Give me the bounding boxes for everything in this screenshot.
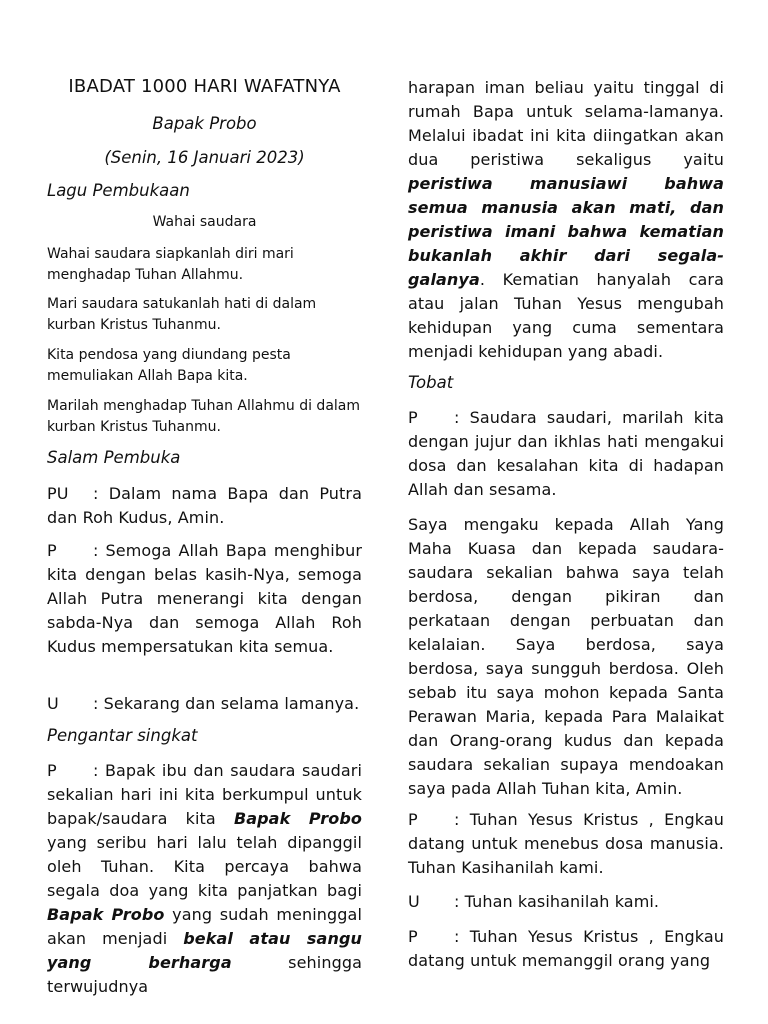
repentance-p-text: : Saudara saudari, marilah kita dengan jujur dan ikhlas hati mengakui dosa dan kesalahan kita di hadapan Allah dan sesama. xyxy=(408,408,724,499)
intro-text: : Bapak ibu dan saudara saudari sekalian hari ini kita berkumpul untuk bapak/saudara kita xyxy=(47,761,362,828)
heading-greeting: Salam Pembuka xyxy=(47,448,181,467)
song-verse: Mari saudara satukanlah hati di dalam kurban Kristus Tuhanmu. xyxy=(47,296,317,333)
greeting-pu xyxy=(47,482,362,530)
emphasis-text: peristiwa manusiawi bahwa semua manusia akan mati, dan peristiwa imani bahwa kematian bukanlah akhir dari segala-galanya xyxy=(408,174,724,289)
speaker-label: U xyxy=(47,694,59,713)
song-verse: Marilah menghadap Tuhan Allahmu di dalam kurban Kristus Tuhanmu. xyxy=(47,398,361,435)
intro-text: yang seribu hari lalu telah dipanggil oleh Tuhan. Kita percaya bahwa segala doa yang kita panjatkan bagi xyxy=(47,833,362,900)
heading-opening-song: Lagu Pembukaan xyxy=(47,181,190,200)
intro-paragraph-part2 xyxy=(408,76,724,364)
intro-text: . Kematian hanyalah cara atau jalan Tuhan Yesus mengubah kehidupan yang cuma sementara menjadi kehidupan yang abadi. xyxy=(408,270,724,361)
greeting-pu-text: : Dalam nama Bapa dan Putra dan Roh Kudus, Amin. xyxy=(47,484,362,527)
deceased-name: Bapak Probo xyxy=(47,905,165,924)
repentance-u xyxy=(408,890,724,914)
speaker-label: PU xyxy=(47,484,69,503)
subtitle-date: (Senin, 16 Januari 2023) xyxy=(104,148,305,167)
repentance-p xyxy=(408,406,724,502)
page-title: IBADAT 1000 HARI WAFATNYA xyxy=(68,76,341,97)
deceased-name: Bapak Probo xyxy=(233,809,362,828)
song-verse: Kita pendosa yang diundang pesta memuliakan Allah Bapa kita. xyxy=(47,347,291,384)
intro-text: yang sudah meninggal akan menjadi xyxy=(47,905,362,948)
greeting-p-text: : Semoga Allah Bapa menghibur kita dengan belas kasih-Nya, semoga Allah Putra menerangi kita dengan sabda-Nya dan semoga Allah Roh Kudus mempersatukan kita semua. xyxy=(47,541,362,656)
greeting-u-text: : Sekarang dan selama lamanya. xyxy=(93,694,360,713)
song-title: Wahai saudara xyxy=(152,214,257,230)
heading-repentance: Tobat xyxy=(408,373,454,392)
greeting-p xyxy=(47,539,362,659)
speaker-label: U xyxy=(408,892,420,911)
subtitle-name: Bapak Probo xyxy=(152,114,257,133)
emphasis-text: bekal atau sangu yang berharga xyxy=(47,929,362,972)
heading-introduction: Pengantar singkat xyxy=(47,726,198,745)
intro-paragraph-part1 xyxy=(47,759,362,999)
speaker-label: P xyxy=(408,810,418,829)
speaker-label: P xyxy=(408,408,418,427)
repentance-p2-text: : Tuhan Yesus Kristus , Engkau datang untuk menebus dosa manusia. Tuhan Kasihanilah kami. xyxy=(408,810,724,877)
song-verse: Wahai saudara siapkanlah diri mari menghadap Tuhan Allahmu. xyxy=(47,246,294,283)
repentance-p3 xyxy=(408,925,724,973)
intro-text: sehingga terwujudnya xyxy=(47,953,363,996)
greeting-u xyxy=(47,692,362,716)
repentance-p2 xyxy=(408,808,724,880)
speaker-label: P xyxy=(408,927,418,946)
repentance-p3-text: : Tuhan Yesus Kristus , Engkau datang untuk memanggil orang yang xyxy=(408,927,724,970)
intro-text: harapan iman beliau yaitu tinggal di rumah Bapa untuk selama-lamanya. Melalui ibadat ini kita diingatkan akan dua peristiwa sekaligus yaitu xyxy=(408,78,724,169)
speaker-label: P xyxy=(47,541,57,560)
confession-paragraph: Saya mengaku kepada Allah Yang Maha Kuasa dan kepada saudara-saudara sekalian bahwa saya telah berdosa, dengan pikiran dan perkataan dengan perbuatan dan kelalaian. Saya berdosa, saya berdosa, saya sungguh berdosa. Oleh sebab itu saya mohon kepada Santa Perawan Maria, kepada Para Malaikat dan Orang-orang kudus dan kepada saudara sekalian supaya mendoakan saya pada Allah Tuhan kita, Amin. xyxy=(408,515,724,798)
speaker-label: P xyxy=(47,761,57,780)
repentance-u-text: : Tuhan kasihanilah kami. xyxy=(454,892,660,911)
